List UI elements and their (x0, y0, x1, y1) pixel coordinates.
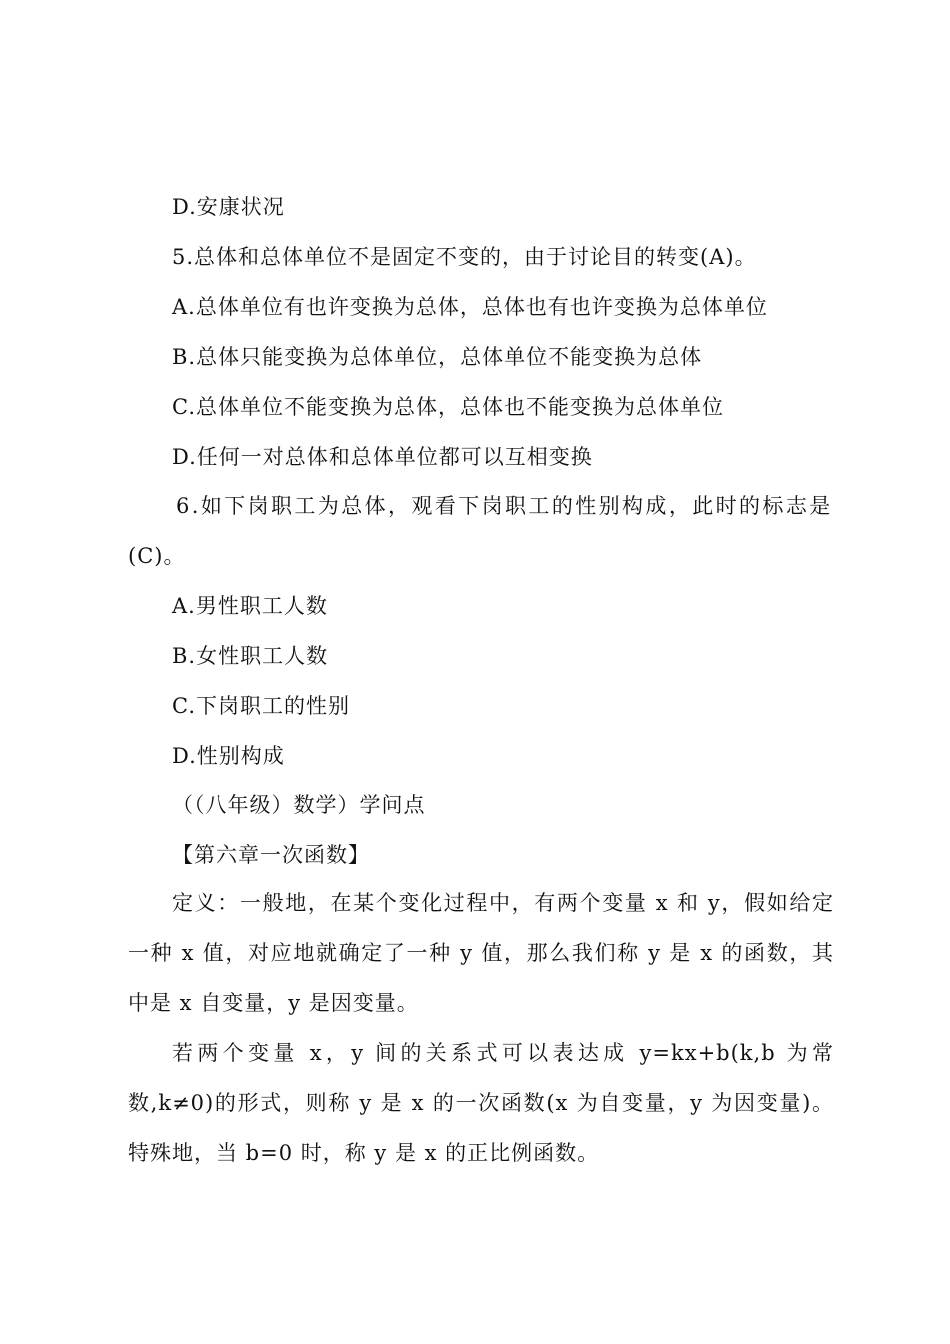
q5-option-d: D.任何一对总体和总体单位都可以互相变换 (172, 445, 593, 469)
q6-option-a: A.男性职工人数 (172, 594, 328, 618)
q5-option-a: A.总体单位有也许变换为总体，总体也有也许变换为总体单位 (172, 295, 768, 319)
section-subtitle: （（八年级）数学）学问点 (172, 793, 426, 817)
q4-option-d: D.安康状况 (172, 195, 285, 219)
q6-option-b: B.女性职工人数 (172, 644, 329, 668)
linear-function-paragraph: 若两个变量 x，y 间的关系式可以表达成 y=kx+b(k,b 为常数,k≠0)的形式，则称 y 是 x 的一次函数(x 为自变量，y 为因变量)。特殊地，当 b=0 时，称 y 是 x 的正比例函数。 (128, 1041, 834, 1165)
q6-option-d: D.性别构成 (172, 744, 285, 768)
q5-stem: 5.总体和总体单位不是固定不变的，由于讨论目的转变(A)。 (172, 245, 757, 269)
q6-option-c: C.下岗职工的性别 (172, 694, 350, 718)
q6-stem-line2: (C)。 (128, 544, 186, 568)
chapter-title: 【第六章一次函数】 (172, 843, 370, 867)
definition-paragraph: 定义：一般地，在某个变化过程中，有两个变量 x 和 y，假如给定一种 x 值，对应地就确定了一种 y 值，那么我们称 y 是 x 的函数，其中是 x 自变量，y 是因变量。 (128, 891, 834, 1015)
q5-option-c: C.总体单位不能变换为总体，总体也不能变换为总体单位 (172, 395, 724, 419)
q6-stem-line1: 6.如下岗职工为总体，观看下岗职工的性别构成，此时的标志是 (176, 494, 833, 518)
q5-option-b: B.总体只能变换为总体单位，总体单位不能变换为总体 (172, 345, 703, 369)
